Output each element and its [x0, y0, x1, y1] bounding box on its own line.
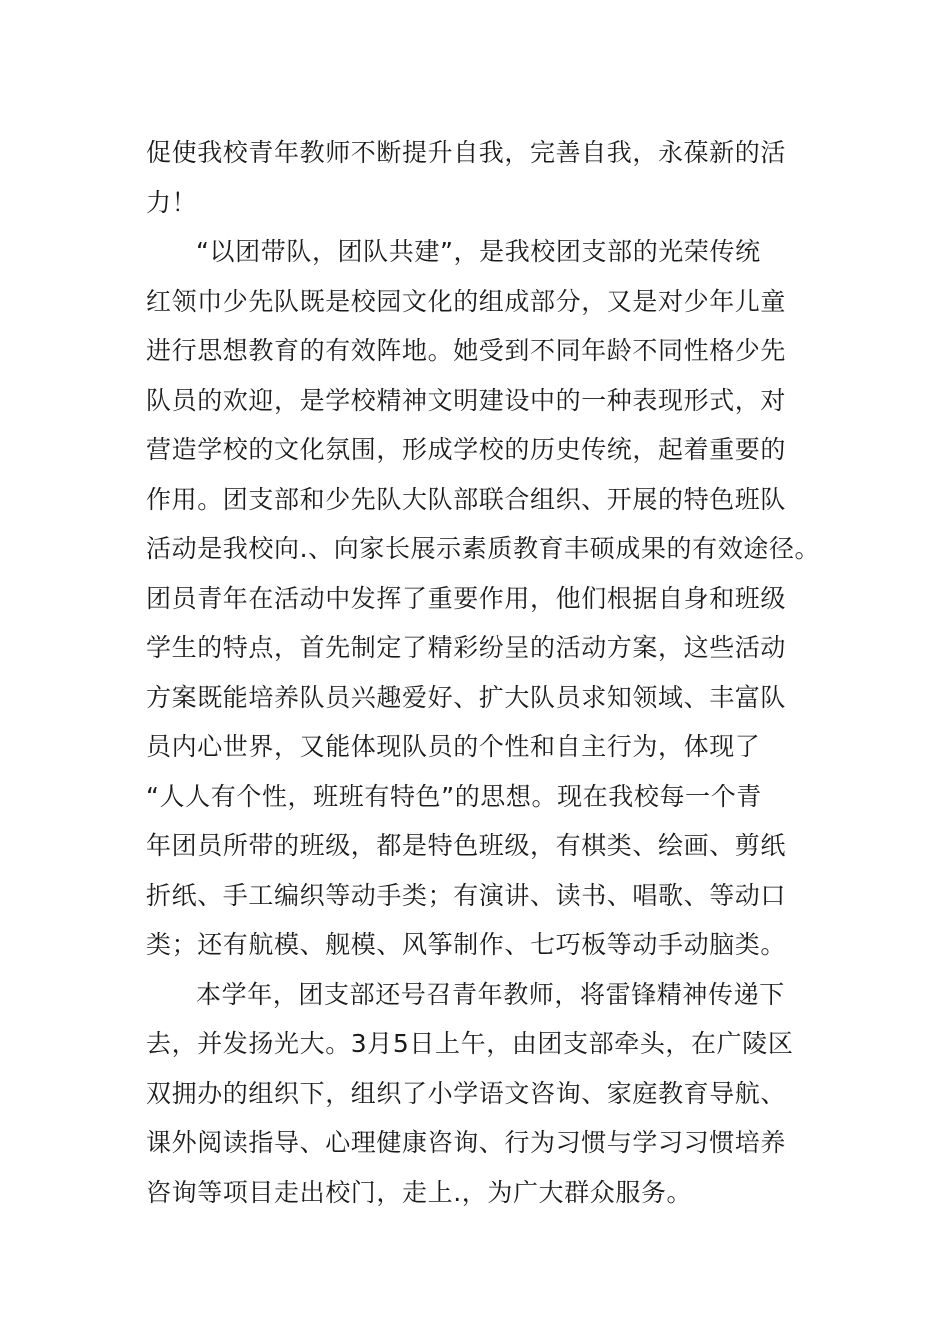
text-line: 双拥办的组织下，组织了小学语文咨询、家庭教育导航、 — [146, 1078, 787, 1108]
text-line: 队员的欢迎，是学校精神文明建设中的一种表现形式，对 — [146, 385, 787, 415]
text-line: 力！ — [146, 187, 198, 217]
text-line: 进行思想教育的有效阵地。她受到不同年龄不同性格少先 — [146, 336, 787, 365]
text-line: 类；还有航模、舰模、风筝制作、七巧板等动手动脑类。 — [146, 930, 787, 959]
text-line: 作用。团支部和少先队大队部联合组织、开展的特色班队 — [146, 484, 787, 514]
paragraph-start-line: “以团带队，团队共建”，是我校团支部的光荣传统 — [196, 237, 761, 266]
text-line: 年团员所带的班级，都是特色班级，有棋类、绘画、剪纸 — [146, 831, 787, 860]
text-line: 去，并发扬光大。3月5日上午，由团支部牵头，在广陵区 — [146, 1029, 794, 1058]
text-line: “人人有个性，班班有特色”的思想。现在我校每一个青 — [146, 781, 762, 811]
text-line: 课外阅读指导、心理健康咨询、行为习惯与学习习惯培养 — [146, 1128, 787, 1157]
text-line: 学生的特点，首先制定了精彩纷呈的活动方案，这些活动 — [146, 633, 787, 662]
text-line: 红领巾少先队既是校园文化的组成部分，又是对少年儿童 — [146, 286, 787, 316]
paragraph-start-line: 本学年，团支部还号召青年教师，将雷锋精神传递下 — [196, 979, 785, 1009]
text-line: 员内心世界，又能体现队员的个性和自主行为，体现了 — [146, 732, 761, 761]
text-line: 方案既能培养队员兴趣爱好、扩大队员求知领域、丰富队 — [146, 682, 787, 712]
text-line: 促使我校青年教师不断提升自我，完善自我，永葆新的活 — [146, 138, 787, 167]
text-line: 折纸、手工编织等动手类；有演讲、读书、唱歌、等动口 — [146, 880, 787, 910]
text-line: 团员青年在活动中发挥了重要作用，他们根据自身和班级 — [146, 583, 787, 613]
text-line: 活动是我校向.、向家长展示素质教育丰硕成果的有效途径。 — [146, 534, 821, 563]
text-line: 营造学校的文化氛围，形成学校的历史传统，起着重要的 — [146, 435, 787, 464]
text-line: 咨询等项目走出校门，走上.，为广大群众服务。 — [146, 1177, 693, 1207]
body-text — [146, 128, 821, 1217]
